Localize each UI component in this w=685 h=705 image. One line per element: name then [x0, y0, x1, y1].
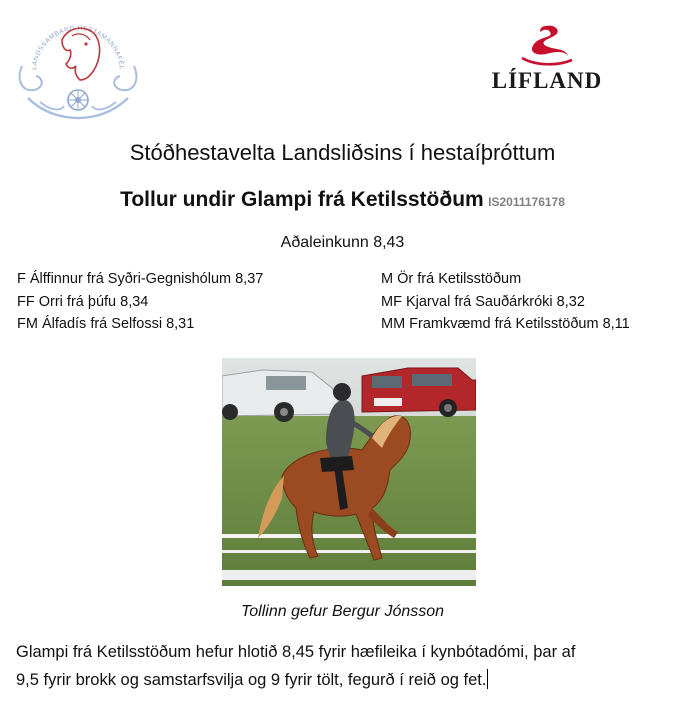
pedigree-dam-sire: MF Kjarval frá Sauðárkróki 8,32	[381, 294, 585, 310]
photo-caption: Tollinn gefur Bergur Jónsson	[240, 603, 445, 620]
pedigree-sire-sire: FF Orri frá þúfu 8,34	[17, 294, 149, 310]
horse-heading	[0, 188, 685, 212]
body-line-2	[16, 666, 676, 694]
pedigree-sire: F Álffinnur frá Syðri-Gegnishólum 8,37	[17, 271, 264, 287]
text-cursor	[487, 669, 488, 689]
main-score: Aðaleinkunn 8,43	[280, 234, 405, 251]
pedigree-dam-dam: MM Framkvæmd frá Ketilsstöðum 8,11	[381, 316, 630, 332]
federation-logo	[14, 10, 142, 122]
horse-rider-photo	[222, 358, 476, 586]
lifland-logo	[484, 24, 610, 96]
body-paragraph	[16, 638, 676, 694]
pedigree-sire-dam: FM Álfadís frá Selfossi 8,31	[17, 316, 195, 332]
body-line-2-text: 9,5 fyrir brokk og samstarfsvilja og 9 fyrir tölt, fegurð í reið og fet.	[16, 671, 487, 689]
body-line-1: Glampi frá Ketilsstöðum hefur hlotið 8,45 fyrir hæfileika í kynbótadómi, þar af	[16, 643, 576, 661]
page-title: Stóðhestavelta Landsliðsins í hestaíþróttum	[129, 140, 556, 165]
seal-arc-text: LANDSSAMBAND HESTAMANNAFÉL	[31, 24, 125, 71]
horse-name: Tollur undir Glampi frá Ketilsstöðum	[120, 188, 484, 211]
lifland-flame-icon	[484, 24, 610, 68]
pedigree-dam: M Ör frá Ketilsstöðum	[381, 271, 522, 287]
lifland-wordmark: LÍFLAND	[491, 68, 603, 93]
svg-text:LANDSSAMBAND HESTAMANNAFÉLAGA	[14, 10, 127, 70]
horse-photo	[222, 358, 476, 586]
horse-id: IS2011176178	[488, 195, 565, 209]
horse-federation-seal-icon	[14, 10, 142, 122]
